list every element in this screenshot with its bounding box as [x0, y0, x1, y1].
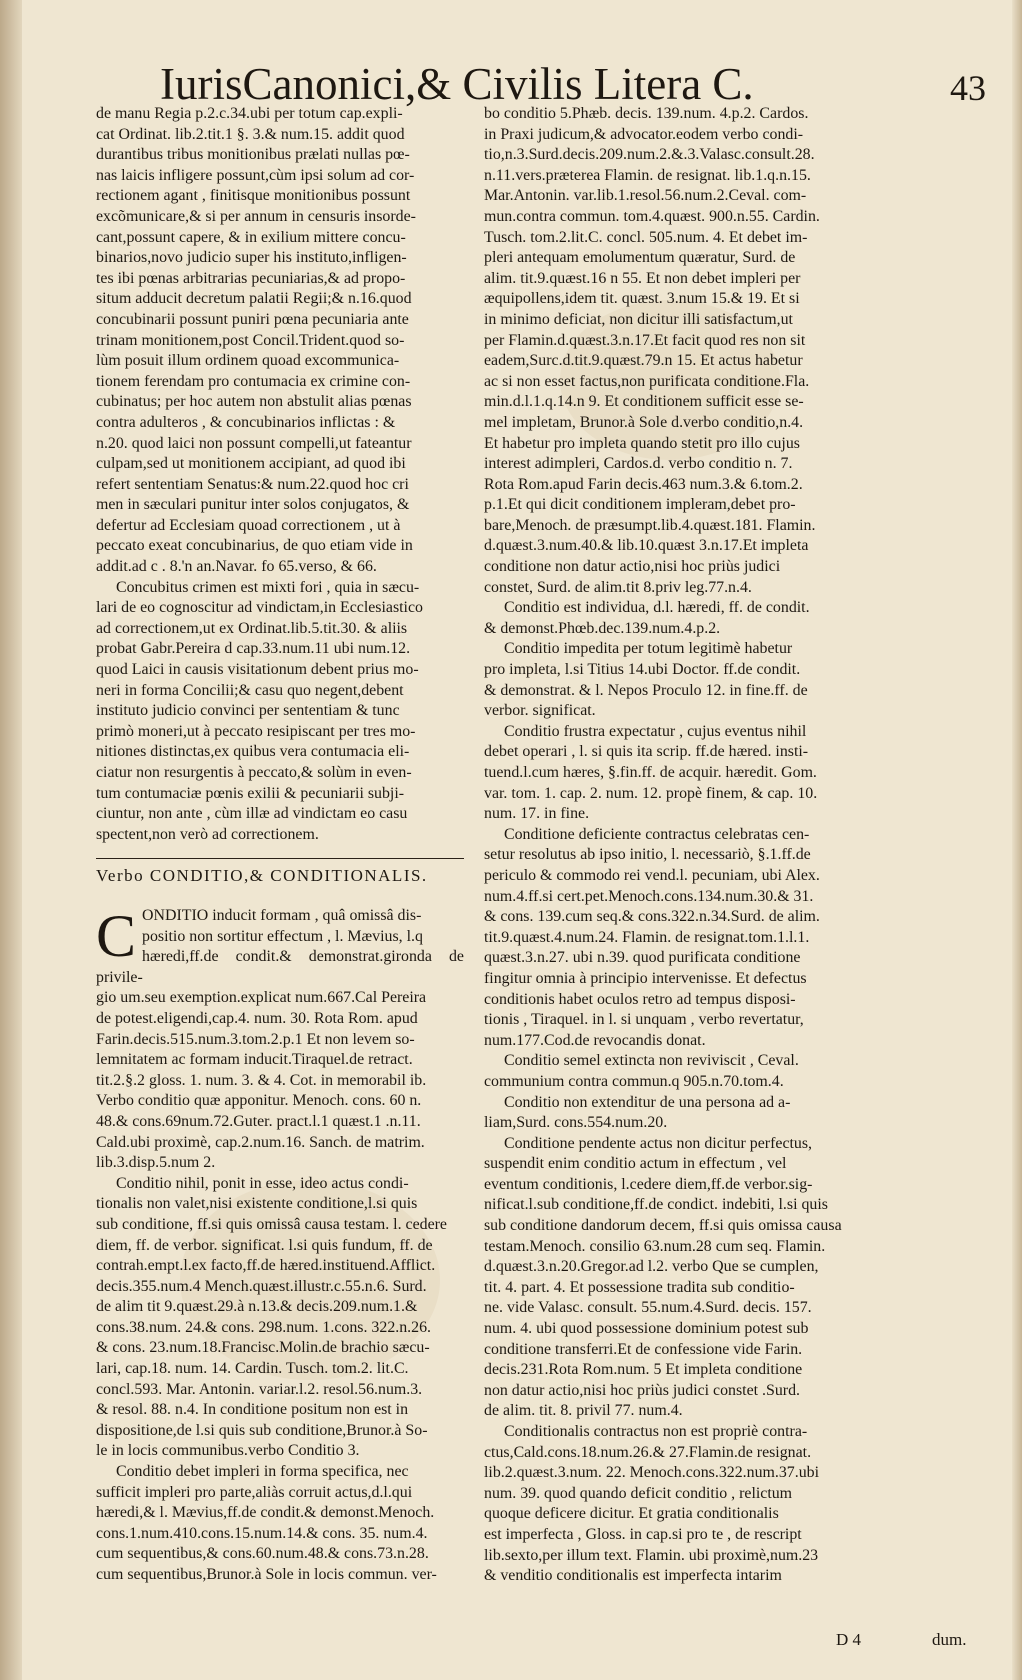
paragraph: Concubitus crimen est mixti fori , quia in sæcu- lari de eo cognoscitur ad vindictam,in Ecclesiastico ad correctionem,ut ex Ordinat.lib.5.tit.30. & aliis probat Gabr.Pereira d cap.33.num.11 ubi num.12. quod Laici in causis visitationum debent prius mo- neri in forma Concilii;& casu quo negent,debent instituto judicio convinci per sententiam & tunc primò moneri,ut à peccato resipiscant per tres mo- nitiones distinctas,ex quibus vera contumacia eli- ciatur non resurgentis à peccato,& solùm in even- tum contumaciæ pœnis exilii & pecuniarii subji- ciuntur, non ante , cùm illæ ad vindictam eo casu spectent,non verò ad correctionem.	[96, 578, 423, 843]
paragraph: Conditionalis contractus non est propriè contra- ctus,Cald.cons.18.num.26.& 27.Flamin.de resignat. lib.2.quæst.3.num. 22. Menoch.cons.322.num.37.ubi num. 39. quod quando deficit conditio , relictum quoque deficere dicitur. Et gratia conditionalis est imperfecta , Gloss. in cap.si pro te , de rescript lib.sexto,per illum text. Flamin. ubi proximè,num.23 & venditio conditionalis est imperfecta intarim	[484, 1423, 820, 1585]
paragraph: Conditio debet impleri in forma specifica, nec sufficit impleri pro parte,aliàs corruit actus,d.l.qui hæredi,& l. Mævius,ff.de condit.& demonst.Menoch. cons.1.num.410.cons.15.num.14.& cons. 35. num.4. cum sequentibus,& cons.60.num.48.& cons.73.n.28. cum sequentibus,Brunor.à Sole in locis commun. ver-	[96, 1463, 437, 1583]
signature-mark: D 4	[836, 1630, 862, 1649]
paragraph: Conditione pendente actus non dicitur perfectus, suspendit enim conditio actum in effectum , vel eventum conditionis, l.cedere diem,ff.de verbor.sig- nificat.l.sub conditione,ff.de condict. indebiti, l.si quis sub conditione dandorum decem, ff.si quis omissa causa testam.Menoch. consilio 63.num.28 cum seq. Flamin. d.quæst.3.n.20.Gregor.ad l.2. verbo Que se cumplen, tit. 4. part. 4. Et possessione tradita sub conditio- ne. vide Valasc. consult. 55.num.4.Surd. decis. 157. num. 4. ubi quod possessione dominium potest sub conditione transferri.Et de confessione vide Farin. decis.231.Rota Rom.num. 5 Et impleta conditione non datur actio,nisi hoc priùs judici constet .Surd. de alim. tit. 8. privil 77. num.4.	[484, 1134, 842, 1420]
paragraph: Conditio semel extincta non reviviscit , Ceval. communium contra commun.q 905.n.70.tom.4.	[484, 1052, 799, 1090]
binding-gutter	[0, 0, 22, 1680]
drop-capital: C	[96, 906, 137, 969]
paragraph: Conditio est individua, d.l. hæredi, ff. de condit. & demonst.Phœb.dec.139.num.4.p.2.	[484, 599, 810, 637]
section-rule	[96, 858, 464, 859]
paragraph: Conditio nihil, ponit in esse, ideo actus condi- tionalis non valet,nisi existente conditione,l.si quis sub conditione, ff.si quis omissâ causa testam. l. cedere diem, ff. de verbor. significat. l.si quis fundum, ff. de contrah.empt.l.ex facto,ff.de hæred.instituend.Afflict. decis.355.num.4 Mench.quæst.illustr.c.55.n.6. Surd. de alim tit 9.quæst.29.à n.13.& decis.209.num.1.& cons.38.num. 24.& cons. 298.num. 1.cons. 322.n.26. & cons. 23.num.18.Francisc.Molin.de brachio sæcu- lari, cap.18. num. 14. Cardin. Tusch. tom.2. lit.C. concl.593. Mar. Antonin. variar.l.2. resol.56.num.3. & resol. 88. n.4. In conditione positum non est in dispositione,de l.si quis sub conditione,Brunor.à So- le in locis communibus.verbo Conditio 3.	[96, 1174, 447, 1460]
running-header: IurisCanonici,& Civilis Litera C.	[160, 59, 754, 109]
page-footer	[836, 1628, 1006, 1652]
paragraph: Conditio frustra expectatur , cujus eventus nihil debet operari , l. si quis ita scrip. ff.de hæred. insti- tuend.l.cum hæres, §.fin.ff. de acquir. hæredit. Gom. var. tom. 1. cap. 2. num. 12. propè finem, & cap. 10. num. 17. in fine.	[484, 722, 818, 823]
right-column	[484, 104, 1014, 1664]
paragraph: Conditio non extenditur de una persona ad a- liam,Surd. cons.554.num.20.	[484, 1093, 791, 1132]
paragraph-text: ONDITIO inducit formam , quâ omissâ dis- positio non sortitur effectum , l. Mævius, l.q hæredi,ff.de condit.& demonstrat.gironda de privile- gio um.seu exemption.explicat num.667.Cal Pereira de potest.eligendi,cap.4. num. 30. Rota Rom. apud Farin.decis.515.num.3.tom.2.p.1 Et non levem so- lemnitatem ac formam inducit.Tiraquel.de retract. tit.2.§.2 gloss. 1. num. 3. & 4. Cot. in memorabil ib. Verbo conditio quæ apponitur. Menoch. cons. 60 n. 48.& cons.69num.72.Guter. pract.l.1 quæst.1 .n.11. Cald.ubi proximè, cap.2.num.16. Sanch. de matrim. lib.3.disp.5.num 2.	[96, 907, 464, 1172]
paragraph: Conditione deficiente contractus celebratas cen- setur resolutus ab ipso initio, l. necessariò, §.1.ff.de periculo & commodo rei vend.l. pecuniam, ubi Alex. num.4.ff.si cert.pet.Menoch.cons.134.num.30.& 31. & cons. 139.cum seq.& cons.322.n.34.Surd. de alim. tit.9.quæst.4.num.24. Flamin. de resignat.tom.1.l.1. quæst.3.n.27. ubi n.39. quod purificata conditione fingitur omnia à principio intervenisse. Et defectus conditionis habet oculos retro ad tempus disposi- tionis , Tiraquel. in l. si unquam , verbo revertatur, num.177.Cod.de revocandis donat.	[484, 825, 820, 1049]
paragraph: bo conditio 5.Phæb. decis. 139.num. 4.p.2. Cardos. in Praxi judicum,& advocator.eodem verbo condi- tio,n.3.Surd.decis.209.num.2.&.3.Valasc.consult.28. n.11.vers.præterea Flamin. de resignat. lib.1.q.n.15. Mar.Antonin. var.lib.1.resol.56.num.2.Ceval. com- mun.contra commun. tom.4.quæst. 900.n.55. Cardin. Tusch. tom.2.lit.C. concl. 505.num. 4. Et debet im- pleri antequam emolumentum quæratur, Surd. de alim. tit.9.quæst.16 n 55. Et non debet impleri per æquipollens,idem tit. quæst. 3.num 15.& 19. Et si in minimo deficiat, non dicitur illi satisfactum,ut per Flamin.d.quæst.3.n.17.Et facit quod res non sit eadem,Surc.d.tit.9.quæst.79.n 15. Et actus habetur ac si non esset factus,non purificata conditione.Fla. min.d.l.1.q.14.n 9. Et conditionem sufficit esse se- mel impletam, Brunor.à Sole d.verbo conditio,n.4. Et habetur pro impleta quando stetit pro illo cujus interest adimpleri, Cardos.d. verbo conditio n. 7. Rota Rom.apud Farin decis.463 num.3.& 6.tom.2. p.1.Et qui dicit conditionem impleram,debet pro- bare,Menoch. de præsumpt.lib.4.quæst.181. Flamin. d.quæst.3.num.40.& lib.10.quæst 3.n.17.Et impleta conditione non datur actio,nisi hoc priùs judici constet, Surd. de alim.tit 8.priv leg.77.n.4.	[484, 105, 820, 596]
left-column-lower	[96, 906, 464, 1646]
paragraph: Conditio impedita per totum legitimè habetur pro impleta, l.si Titius 14.ubi Doctor. ff.de condit. & demonstrat. & l. Nepos Proculo 12. in fine.ff. de verbor. significat.	[484, 640, 808, 720]
section-heading: Verbo CONDITIO,& CONDITIONALIS.	[96, 866, 428, 885]
page-number: 43	[950, 68, 986, 108]
paragraph	[96, 906, 464, 1174]
catchword: dum.	[932, 1630, 967, 1649]
left-column-upper	[96, 104, 464, 852]
paragraph: de manu Regia p.2.c.34.ubi per totum cap.expli- cat Ordinat. lib.2.tit.1 §. 3.& num.15. addit quod durantibus tribus monitionibus prælati nullas pœ- nas laicis infligere possunt,cùm ipsi solum ad cor- rectionem agant , finitisque monitionibus possunt excõmunicare,& si per annum in censuris insorde- cant,possunt capere, & in exilium mittere concu- binarios,novo judicio super his instituto,infligen- tes ibi pœnas arbitrarias pecuniarias,& ad propo- situm adducit decretum palatii Regii;& n.16.quod concubinarii possunt puniri pœna pecuniaria ante trinam monitionem,post Concil.Trident.quod so- lùm posuit illum ordinem quoad excommunica- tionem ferendam pro contumacia ex crimine con- cubinatus; per hoc autem non abstulit alias pœnas contra adulteros , & concubinarios inflictas : & n.20. quod laici non possunt compelli,ut fateantur culpam,sed ut monitionem accipiant, ad quod ibi refert sententiam Senatus:& num.22.quod hoc cri men in sæculari punitur inter solos conjugatos, & defertur ad Ecclesiam quoad correctionem , ut à peccato exeat concubinarius, de quo etiam vide in addit.ad c . 8.'n an.Navar. fo 65.verso, & 66.	[96, 105, 416, 576]
